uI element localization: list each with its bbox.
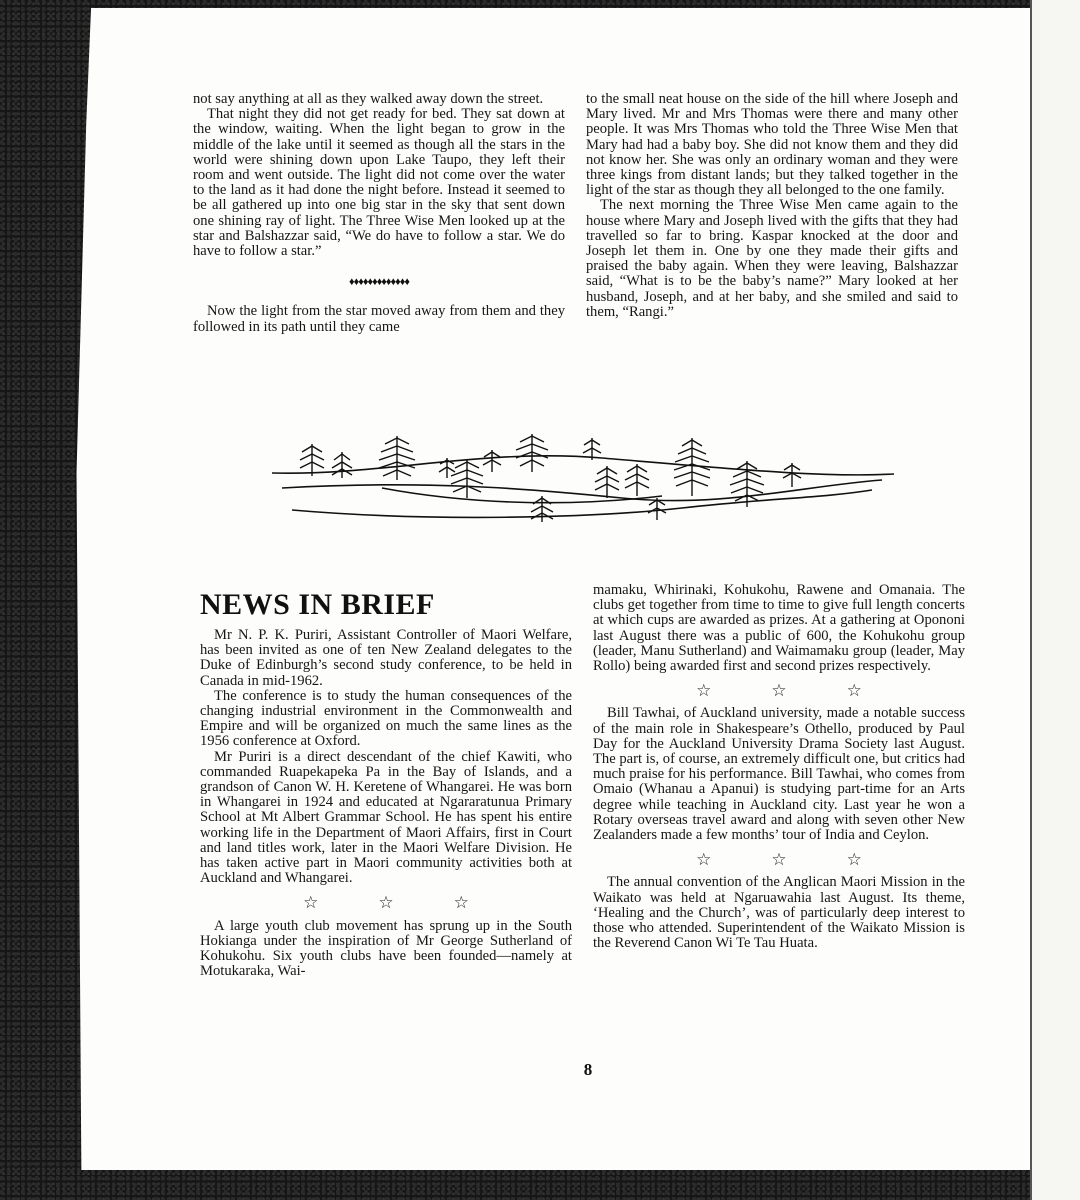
- news-paragraph: mamaku, Whirinaki, Kohukohu, Rawene and Omanaia. The clubs get together from time to time to give full length concerts at which cups are awarded as prizes. At a gathering at Opononi last August there was a public of 600, the Kohukohu group (leader, Manu Sutherland) and Waimamaku group (leader, May Rollo) being awarded first and second prizes respectively.: [593, 582, 965, 675]
- star-icon: ☆: [696, 850, 712, 870]
- story-left-column: [193, 92, 565, 335]
- star-icon: ☆: [696, 681, 712, 701]
- story-paragraph: The next morning the Three Wise Men came again to the house where Mary and Joseph lived with the gifts that they had travelled so far to bring. Kaspar knocked at the door and Joseph let them in. One by one they made their gifts and praised the baby again. When they were leaving, Balshazzar said, “What is to be the baby’s name?” Mary looked at her husband, Joseph, and at her baby, and she smiled and said to them, “Rangi.”: [586, 197, 958, 320]
- star-icon: ☆: [453, 893, 469, 913]
- story-paragraph: That night they did not get ready for bed. They sat down at the window, waiting. When the light began to grow in the middle of the lake until it seemed as though all the stars in the world were shining down upon Lake Taupo, they left their room and went outside. The light did not come over the water to the land as it had done the night before. Instead it seemed to be all gathered up into one big star in the sky that sent down one shining ray of light. The Three Wise Men looked up at the star and Balshazzar said, “We do have to follow a star. We do have to follow a star.”: [193, 106, 565, 260]
- story-right-column: [586, 92, 958, 320]
- star-separator: [200, 893, 572, 913]
- news-paragraph: Mr N. P. K. Puriri, Assistant Controller of Maori Welfare, has been invited as one of ten New Zealand delegates to the Duke of Edinburgh’s second study conference, to be held in Canada in mid-1962.: [200, 627, 572, 689]
- star-separator: [593, 681, 965, 701]
- news-paragraph: A large youth club movement has sprung up in the South Hokianga under the inspiration of Mr George Sutherland of Kohukohu. Six youth clubs have been founded—namely at Motukaraka, Wai-: [200, 917, 572, 980]
- star-icon: ☆: [771, 850, 787, 870]
- news-paragraph: Mr Puriri is a direct descendant of the chief Kawiti, who commanded Ruapekapeka Pa in the Bay of Islands, and a grandson of Canon W. H. Keretene of Whangarei. He was born in Whangarei in 1924 and educated at Ngararatunua Primary School at Mt Albert Grammar School. He has spent his entire working life in the Department of Maori Affairs, first in Court and land titles work, later in the Maori Welfare Division. He has taken active part in Maori community activities both at Auckland and Whangarei.: [200, 748, 572, 887]
- story-paragraph: not say anything at all as they walked away down the street.: [193, 91, 544, 107]
- news-right-column: [593, 583, 965, 951]
- story-paragraph: Now the light from the star moved away from them and they followed in its path until they came: [193, 303, 565, 335]
- diamond-separator: ♦♦♦♦♦♦♦♦♦♦♦♦♦: [349, 276, 409, 289]
- news-paragraph: The annual convention of the Anglican Maori Mission in the Waikato was held at Ngaruawahia last August. Its theme, ‘Healing and the Church’, was of particularly deep interest to those who attended. Superintendent of the Waikato Mission is the Reverend Canon Wi Te Tau Huata.: [593, 874, 965, 952]
- star-icon: ☆: [771, 681, 787, 701]
- next-page-edge: [1030, 0, 1080, 1200]
- tree-icon-group: [300, 434, 801, 522]
- news-paragraph: The conference is to study the human consequences of the changing industrial environment in the Commonwealth and Empire and will be organized on much the same lines as the 1956 conference at Oxford.: [200, 687, 572, 750]
- news-left-column: [200, 628, 572, 979]
- star-icon: ☆: [846, 850, 862, 870]
- star-icon: ☆: [303, 893, 319, 913]
- star-icon: ☆: [378, 893, 394, 913]
- news-paragraph: Bill Tawhai, of Auckland university, made a notable success of the main role in Shakespeare’s Othello, produced by Paul Day for the Auckland University Drama Society last August. The part is, of course, an extremely difficult one, but critics had much praise for his performance. Bill Tawhai, who comes from Omaio (Whanau a Apanui) is studying part-time for an Arts degree while teaching in Auckland city. Last year he won a Rotary overseas travel award and along with seven other New Zealanders made a few months’ tour of India and Ceylon.: [593, 705, 965, 844]
- page-number: 8: [583, 1060, 593, 1079]
- tree-landscape-illustration: [262, 428, 902, 528]
- star-icon: ☆: [846, 681, 862, 701]
- news-in-brief-heading: NEWS IN BRIEF: [200, 588, 435, 621]
- star-separator: [593, 850, 965, 870]
- story-paragraph: to the small neat house on the side of the hill where Joseph and Mary lived. Mr and Mrs Thomas were there and many other people. It was Mrs Thomas who told the Three Wise Men that Mary had had a baby boy. She did not know them and they did not know her. She was only an ordinary woman and they were three kings from distant lands; but they talked together in the light of the star as though they all belonged to the one family.: [586, 91, 958, 199]
